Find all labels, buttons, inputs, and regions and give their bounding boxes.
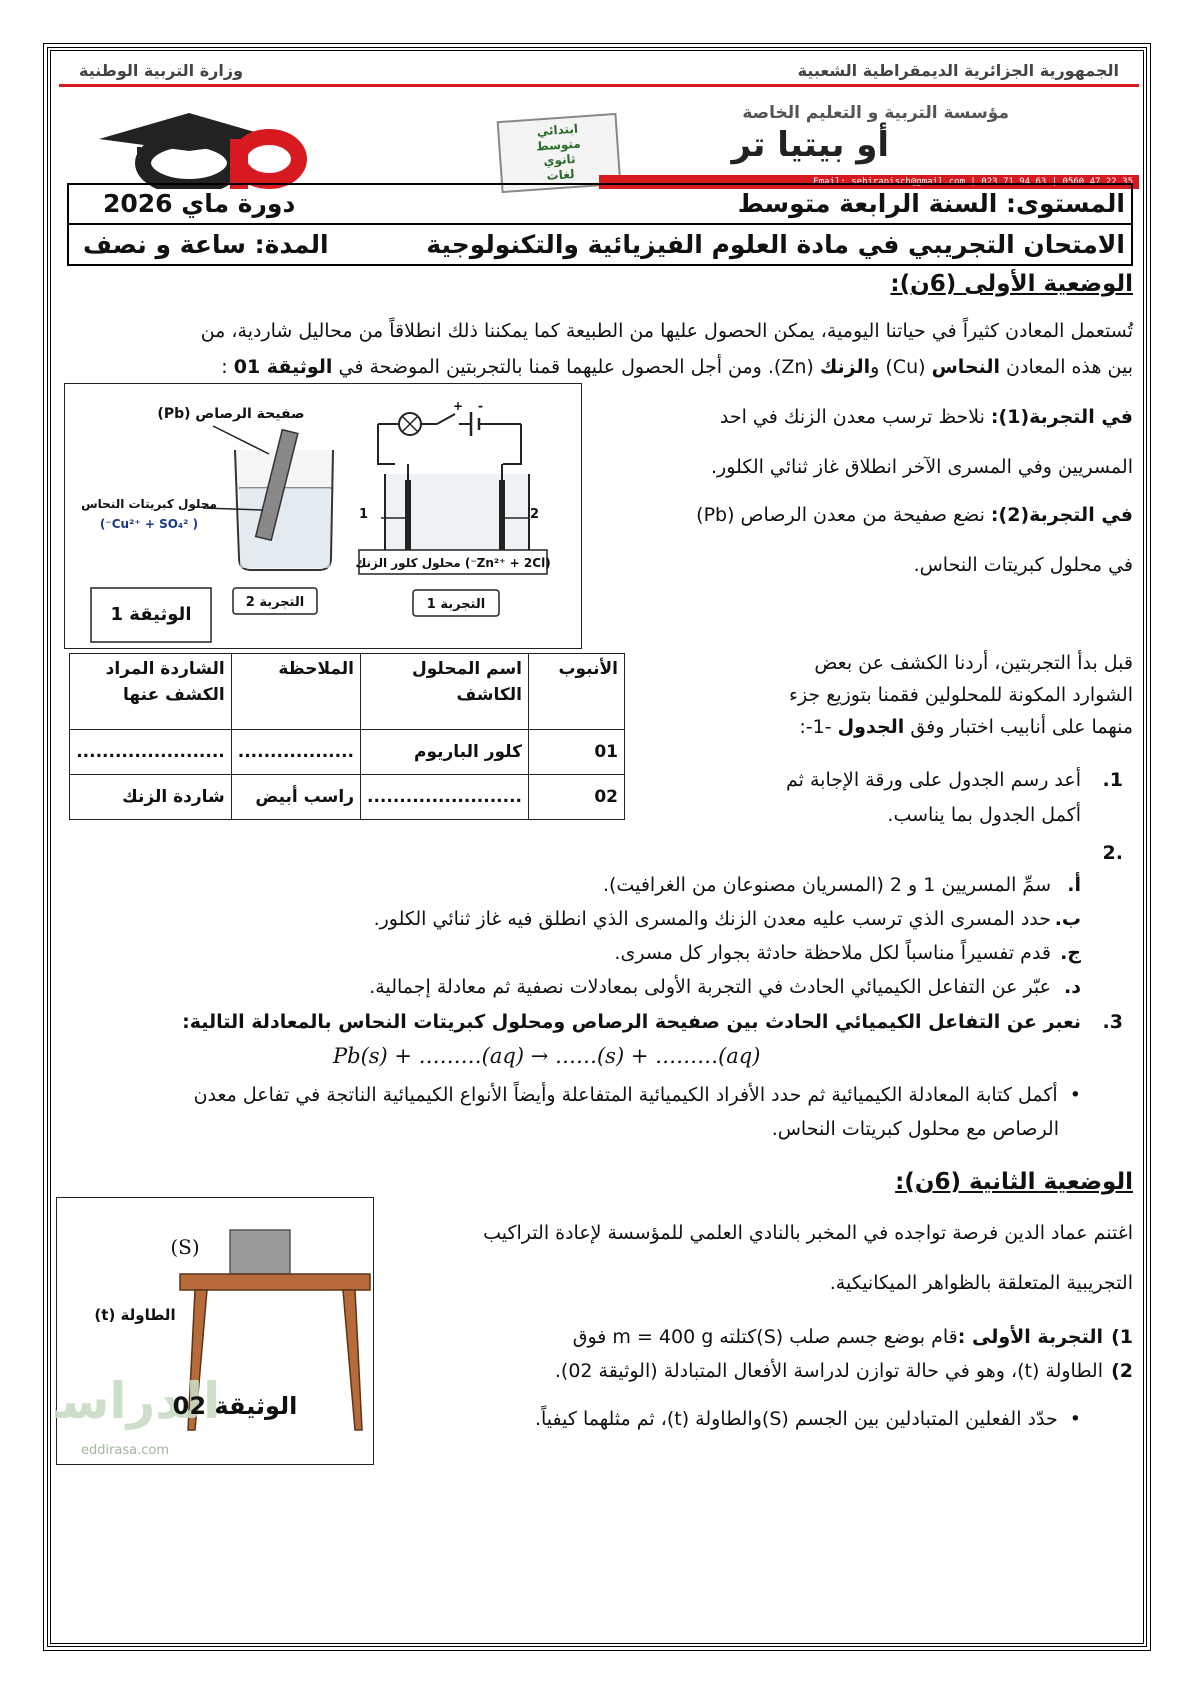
- step1-number: 1): [1111, 1326, 1133, 1348]
- electrode-1-label: 1: [358, 507, 368, 522]
- table-cell: 02: [529, 775, 625, 820]
- exam-title-box: [67, 183, 1133, 266]
- experiments-diagram: [63, 384, 581, 650]
- part1-intro-line1: تُستعمل المعادن كثيراً في حياتنا اليومية، يمكن الحصول عليها من الطبيعة كما يمكننا ذلك انطلاقاً من محاليل شاردية، من: [200, 320, 1133, 342]
- q2a-number: أ.: [1067, 874, 1081, 896]
- table-header-row: [70, 654, 625, 730]
- institution-name: مؤسسة التربية و التعليم الخاصة: [742, 103, 1009, 123]
- table-leg-icon: [343, 1290, 362, 1430]
- level-item: ثانوي: [543, 151, 576, 169]
- part2-intro-line2: التجريبية المتعلقة بالظواهر الميكانيكية.: [829, 1272, 1133, 1294]
- zinc-solution-label: (Zn²⁺ + 2Cl⁻) محلول كلور الزنك: [355, 556, 551, 570]
- svg-text:+: +: [452, 399, 463, 413]
- table-cell: ..................: [231, 730, 360, 775]
- exp1-tag: التجربة 1: [426, 597, 486, 612]
- copper-solution-label: محلول كبريتات النحاس: [81, 497, 217, 511]
- title-row-1: [69, 185, 1131, 225]
- session-label: دورة ماي 2026: [103, 189, 296, 218]
- table-cell: .......................: [70, 730, 232, 775]
- before-text-line2: الشوارد المكونة للمحلولين فقمنا بتوزيع جزء: [789, 684, 1133, 706]
- electrolysis-cell-icon: [378, 399, 529, 560]
- level-item: ابتدائي: [536, 121, 579, 139]
- copper-ions-label: ( Cu²⁺ + SO₄²⁻): [99, 517, 199, 531]
- table-row: [70, 775, 625, 820]
- exam-title: الامتحان التجريبي في مادة العلوم الفيزيائية والتكنولوجية: [426, 230, 1125, 259]
- ministry-name: وزارة التربية الوطنية: [79, 61, 244, 80]
- detection-table: [69, 653, 625, 820]
- exam-page: [47, 47, 1147, 1647]
- level-item: لغات: [546, 166, 575, 183]
- brand-name: أو بيتيا تر: [731, 125, 889, 165]
- part2-heading: الوضعية الثانية (6ن):: [895, 1169, 1133, 1195]
- title-row-2: [69, 226, 1131, 266]
- table-header-cell: الملاحظة: [231, 654, 360, 730]
- watermark-text: الدراس: [60, 1372, 221, 1430]
- q2a-text: سمِّ المسريين 1 و 2 (المسريان مصنوعان من الغرافيت).: [602, 874, 1051, 896]
- document-1-figure: [64, 383, 582, 649]
- part1-intro-line2: بين هذه المعادن النحاس (Cu) والزنك (Zn). ومن أجل الحصول عليهما قمنا بالتجربتين الموضحة في الوثيقة 01 :: [221, 356, 1133, 378]
- level-item: متوسط: [535, 136, 582, 154]
- exp1-text-line1: في التجربة(1): نلاحظ ترسب معدن الزنك في احد: [719, 406, 1133, 428]
- duration-label: المدة: ساعة و نصف: [83, 230, 329, 259]
- before-text-line1: قبل بدأ التجربتين، أردنا الكشف عن بعض: [814, 652, 1133, 674]
- part2-bullet: • حدّد الفعلين المتبادلين بين الجسم (S)والطاولة (t)، ثم مثلهما كيفياً.: [534, 1408, 1081, 1430]
- q1-line1: أعد رسم الجدول على ورقة الإجابة ثم: [786, 769, 1081, 791]
- table-top-icon: [180, 1274, 370, 1290]
- bullet-line2: الرصاص مع محلول كبريتات النحاس.: [771, 1118, 1059, 1140]
- q3-text: نعبر عن التفاعل الكيميائي الحادث بين صفيحة الرصاص ومحلول كبريتات النحاس بالمعادلة التالية:: [182, 1011, 1081, 1033]
- step1-text: التجربة الأولى :قام بوضع جسم صلب (S)كتلته m = 400 g فوق: [572, 1326, 1103, 1348]
- exp1-text-line2: المسريين وفي المسرى الآخر انطلاق غاز ثنائي الكلور.: [711, 456, 1133, 478]
- table-header-cell: الأنبوب: [529, 654, 625, 730]
- q1-line2: أكمل الجدول بما يناسب.: [887, 804, 1081, 826]
- table-cell: ........................: [361, 775, 529, 820]
- q2c-number: ج.: [1060, 942, 1081, 964]
- q3-number: 3.: [1102, 1011, 1123, 1033]
- republic-name: الجمهورية الجزائرية الديمقراطية الشعبية: [797, 61, 1119, 80]
- doc2-tag: الوثيقة 02: [172, 1392, 298, 1420]
- table-cell: 01: [529, 730, 625, 775]
- before-text-line3: منهما على أنابيب اختبار وفق الجدول -1-:: [799, 716, 1133, 738]
- svg-text:-: -: [478, 399, 483, 413]
- lead-plate-label: صفيحة الرصاص (Pb): [157, 406, 305, 422]
- table-header-cell: الشاردة المراد الكشف عنها: [70, 654, 232, 730]
- table-cell: شاردة الزنك: [70, 775, 232, 820]
- solid-body-icon: [230, 1230, 290, 1274]
- body-s-label: (S): [170, 1235, 200, 1259]
- q1-number: 1.: [1102, 769, 1123, 791]
- table-row: [70, 730, 625, 775]
- watermark-url: eddirasa.com: [80, 1443, 170, 1458]
- q2-number: .2: [1102, 842, 1123, 864]
- table-cell: راسب أبيض: [231, 775, 360, 820]
- school-header: [59, 59, 1139, 189]
- part2-intro-line1: اغتنم عماد الدين فرصة تواجده في المخبر بالنادي العلمي للمؤسسة لإعادة التراكيب: [483, 1222, 1133, 1244]
- exp2-text-line2: في محلول كبريتات النحاس.: [913, 554, 1133, 576]
- step2-number: 2): [1111, 1360, 1133, 1382]
- document-2-figure: [56, 1197, 374, 1465]
- bullet-line1: • أكمل كتابة المعادلة الكيميائية ثم حدد الأفراد الكيميائية المتفاعلة وأيضاً الأنواع الكيميائية الناتجة في تفاعل معدن: [193, 1084, 1081, 1106]
- reaction-equation: Pb(s) + ………(aq) → ……(s) + ………(aq): [333, 1044, 761, 1068]
- q2d-text: عبّر عن التفاعل الكيميائي الحادث في التجربة الأولى بمعادلات نصفية ثم معادلة إجمالية.: [369, 976, 1051, 998]
- electrode-2-label: 2: [529, 507, 539, 522]
- level-label: المستوى: السنة الرابعة متوسط: [737, 189, 1125, 218]
- header-strip: [59, 59, 1139, 87]
- beaker-icon: [203, 426, 333, 570]
- q2b-text: حدد المسرى الذي ترسب عليه معدن الزنك والمسرى الذي انطلق فيه غاز ثنائي الكلور.: [373, 908, 1051, 930]
- table-cell: كلور الباريوم: [361, 730, 529, 775]
- doc1-tag: الوثيقة 1: [110, 604, 192, 625]
- table-header-cell: اسم المحلول الكاشف: [361, 654, 529, 730]
- part1-heading: الوضعية الأولى (6ن):: [890, 271, 1133, 297]
- table-t-label: الطاولة (t): [94, 1306, 176, 1324]
- exp2-tag: التجربة 2: [245, 595, 305, 610]
- table-body-diagram: [55, 1198, 373, 1466]
- q2c-text: قدم تفسيراً مناسباً لكل ملاحظة حادثة بجوار كل مسرى.: [614, 942, 1051, 964]
- q2b-number: ب.: [1054, 908, 1081, 930]
- step2-text: الطاولة (t)، وهو في حالة توازن لدراسة الأفعال المتبادلة (الوثيقة 02).: [554, 1360, 1103, 1382]
- school-logo-icon: [79, 99, 319, 189]
- q2d-number: د.: [1064, 976, 1081, 998]
- exp2-text-line1: في التجربة(2): نضع صفيحة من معدن الرصاص (Pb): [696, 504, 1133, 526]
- contact-bar: Email: sebiranisch@gmail.com | 023 71 94 63 | 0560 47 22 35: [599, 175, 1139, 189]
